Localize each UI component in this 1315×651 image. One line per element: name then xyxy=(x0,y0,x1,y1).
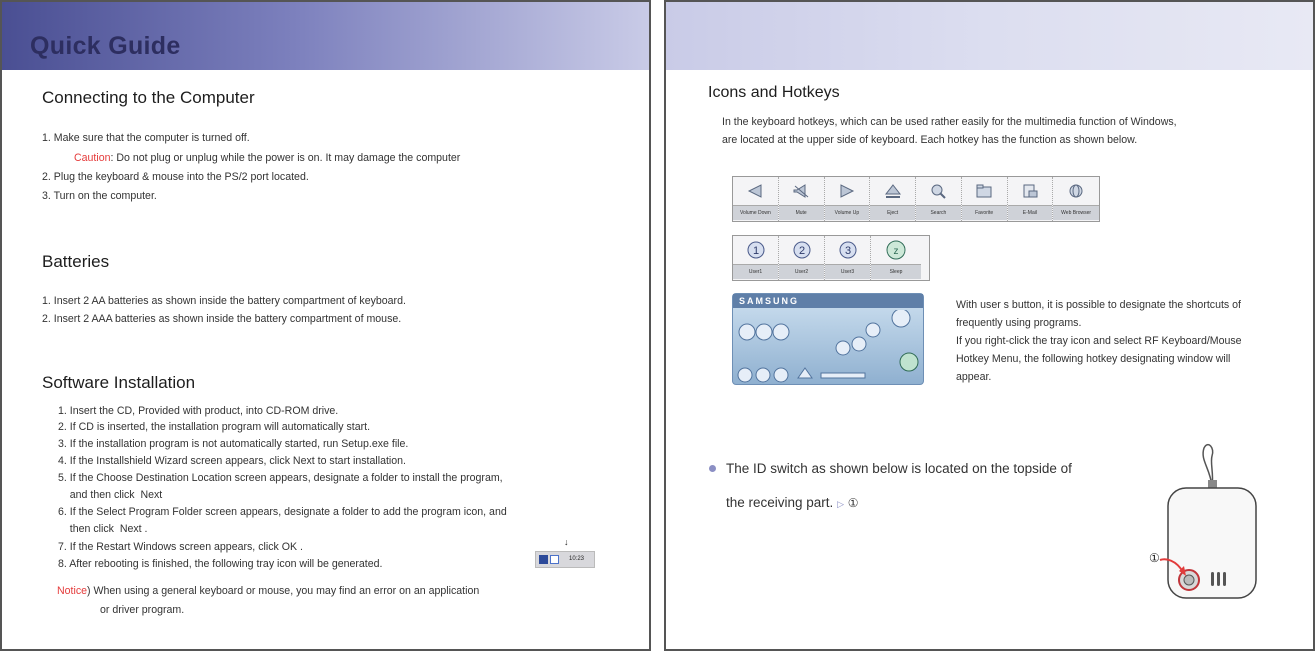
favorite-icon xyxy=(975,183,993,199)
software-step: 3. If the installation program is not automatically started, run Setup.exe file. xyxy=(58,438,409,450)
connecting-step-3: 3. Turn on the computer. xyxy=(42,190,157,202)
panel-controls xyxy=(733,310,925,386)
hotkey-user3 xyxy=(825,236,871,280)
software-step: then click Next . xyxy=(58,523,148,535)
desc-line: Hotkey Menu, the following hotkey designating window will xyxy=(956,353,1231,365)
svg-text:1: 1 xyxy=(752,245,759,257)
right-page xyxy=(664,0,1315,651)
software-step: 2. If CD is inserted, the installation program will automatically start. xyxy=(58,421,371,433)
desc-line: With user s button, it is possible to designate the shortcuts of xyxy=(956,299,1242,311)
user1-icon xyxy=(746,240,766,260)
hotkey-favorite xyxy=(962,177,1008,221)
software-step: 6. If the Select Program Folder screen appears, designate a folder to add the program icon, and xyxy=(58,506,507,518)
hotkey-mute xyxy=(779,177,825,221)
pointer-triangle-icon: ▷ xyxy=(837,499,844,509)
software-heading: Software Installation xyxy=(42,373,196,392)
email-icon xyxy=(1021,183,1039,199)
batteries-heading: Batteries xyxy=(42,252,110,271)
hotkey-user2 xyxy=(779,236,825,280)
batteries-step-1: 1. Insert 2 AA batteries as shown inside the battery compartment of keyboard. xyxy=(42,295,406,307)
hotkey-label: E-Mail xyxy=(1008,205,1053,220)
hotkey-label: Web Browser xyxy=(1053,205,1099,220)
desc-line: frequently using programs. xyxy=(956,317,1082,329)
notice-line xyxy=(57,584,479,598)
quick-guide-banner xyxy=(2,2,649,70)
eject-icon xyxy=(884,183,902,199)
user3-icon xyxy=(838,240,858,260)
id-switch-line-1: The ID switch as shown below is located on the topside of xyxy=(726,461,1072,476)
hotkey-eject xyxy=(870,177,916,221)
hotkey-email xyxy=(1008,177,1054,221)
right-banner xyxy=(666,2,1313,70)
volume-up-icon xyxy=(838,183,856,199)
tray-hotkey-icon xyxy=(550,555,559,564)
notice-text: ) When using a general keyboard or mouse, you may find an error on an application xyxy=(87,585,480,597)
left-page xyxy=(0,0,651,651)
hotkey-volume-down xyxy=(733,177,779,221)
hotkey-label: Volume Up xyxy=(825,205,870,220)
software-step: 7. If the Restart Windows screen appears, click OK . xyxy=(58,541,303,553)
hotkey-label: Mute xyxy=(779,205,824,220)
desc-line: If you right-click the tray icon and select RF Keyboard/Mouse xyxy=(956,335,1242,347)
hotkey-user1 xyxy=(733,236,779,280)
software-step: 8. After rebooting is finished, the following tray icon will be generated. xyxy=(58,558,383,570)
id-switch-line-2: the receiving part. ▷ ① xyxy=(726,495,859,510)
page-title: Quick Guide xyxy=(30,32,181,60)
hotkey-bar-multimedia xyxy=(732,176,1100,222)
tray-time: 10:23 xyxy=(569,556,585,562)
hotkey-label: User2 xyxy=(779,264,824,279)
mute-icon xyxy=(792,183,810,199)
system-tray xyxy=(535,551,595,568)
hotkey-sleep xyxy=(871,236,921,280)
tray-arrow-icon: ↓ xyxy=(564,537,569,547)
software-step: 4. If the Installshield Wizard screen appears, click Next to start installation. xyxy=(58,455,406,467)
web-browser-icon xyxy=(1067,183,1085,199)
user2-icon xyxy=(792,240,812,260)
receiver-illustration xyxy=(1140,438,1280,618)
connecting-heading: Connecting to the Computer xyxy=(42,88,255,107)
hotkey-label: User3 xyxy=(825,264,870,279)
volume-down-icon xyxy=(746,183,764,199)
notice-text-2: or driver program. xyxy=(100,604,185,616)
software-step: and then click Next xyxy=(58,489,163,501)
search-icon xyxy=(929,183,947,199)
desc-line: appear. xyxy=(956,371,992,383)
hotkey-label: Eject xyxy=(870,205,915,220)
connecting-step-1: 1. Make sure that the computer is turned off. xyxy=(42,132,250,144)
hotkey-description xyxy=(956,296,1242,386)
svg-text:z: z xyxy=(893,246,899,257)
notice-label: Notice xyxy=(57,585,88,597)
hotkey-volume-up xyxy=(825,177,871,221)
hotkey-panel xyxy=(732,293,924,385)
tray-keyboard-icon xyxy=(539,555,548,564)
caution-label: Caution xyxy=(74,152,111,164)
caution-line xyxy=(74,151,460,165)
software-step: 5. If the Choose Destination Location screen appears, designate a folder to install the program, xyxy=(58,472,503,484)
software-step: 1. Insert the CD, Provided with product, into CD-ROM drive. xyxy=(58,405,339,417)
hotkey-label: Volume Down xyxy=(733,205,778,220)
bullet-icon xyxy=(709,465,716,472)
id-marker: ① xyxy=(847,496,859,510)
callout-label: ① xyxy=(1149,551,1160,565)
hotkey-search xyxy=(916,177,962,221)
hotkey-label: Search xyxy=(916,205,961,220)
sleep-icon xyxy=(885,239,907,261)
svg-text:3: 3 xyxy=(844,245,851,257)
hotkey-label: Favorite xyxy=(962,205,1007,220)
hotkey-web-browser xyxy=(1053,177,1099,221)
batteries-step-2: 2. Insert 2 AAA batteries as shown inside the battery compartment of mouse. xyxy=(42,313,402,325)
panel-brand: SAMSUNG xyxy=(733,294,923,308)
caution-text: : Do not plug or unplug while the power is on. It may damage the computer xyxy=(110,152,461,164)
hotkey-label: User1 xyxy=(733,264,778,279)
intro-line-1: In the keyboard hotkeys, which can be used rather easily for the multimedia function of Windows, xyxy=(722,116,1177,128)
connecting-step-2: 2. Plug the keyboard & mouse into the PS/2 port located. xyxy=(42,171,309,183)
svg-text:2: 2 xyxy=(798,245,805,257)
icons-hotkeys-heading: Icons and Hotkeys xyxy=(708,84,840,101)
hotkey-bar-user xyxy=(732,235,930,281)
hotkey-label: Sleep xyxy=(871,264,921,279)
intro-line-2: are located at the upper side of keyboard. Each hotkey has the function as shown below. xyxy=(722,134,1138,146)
